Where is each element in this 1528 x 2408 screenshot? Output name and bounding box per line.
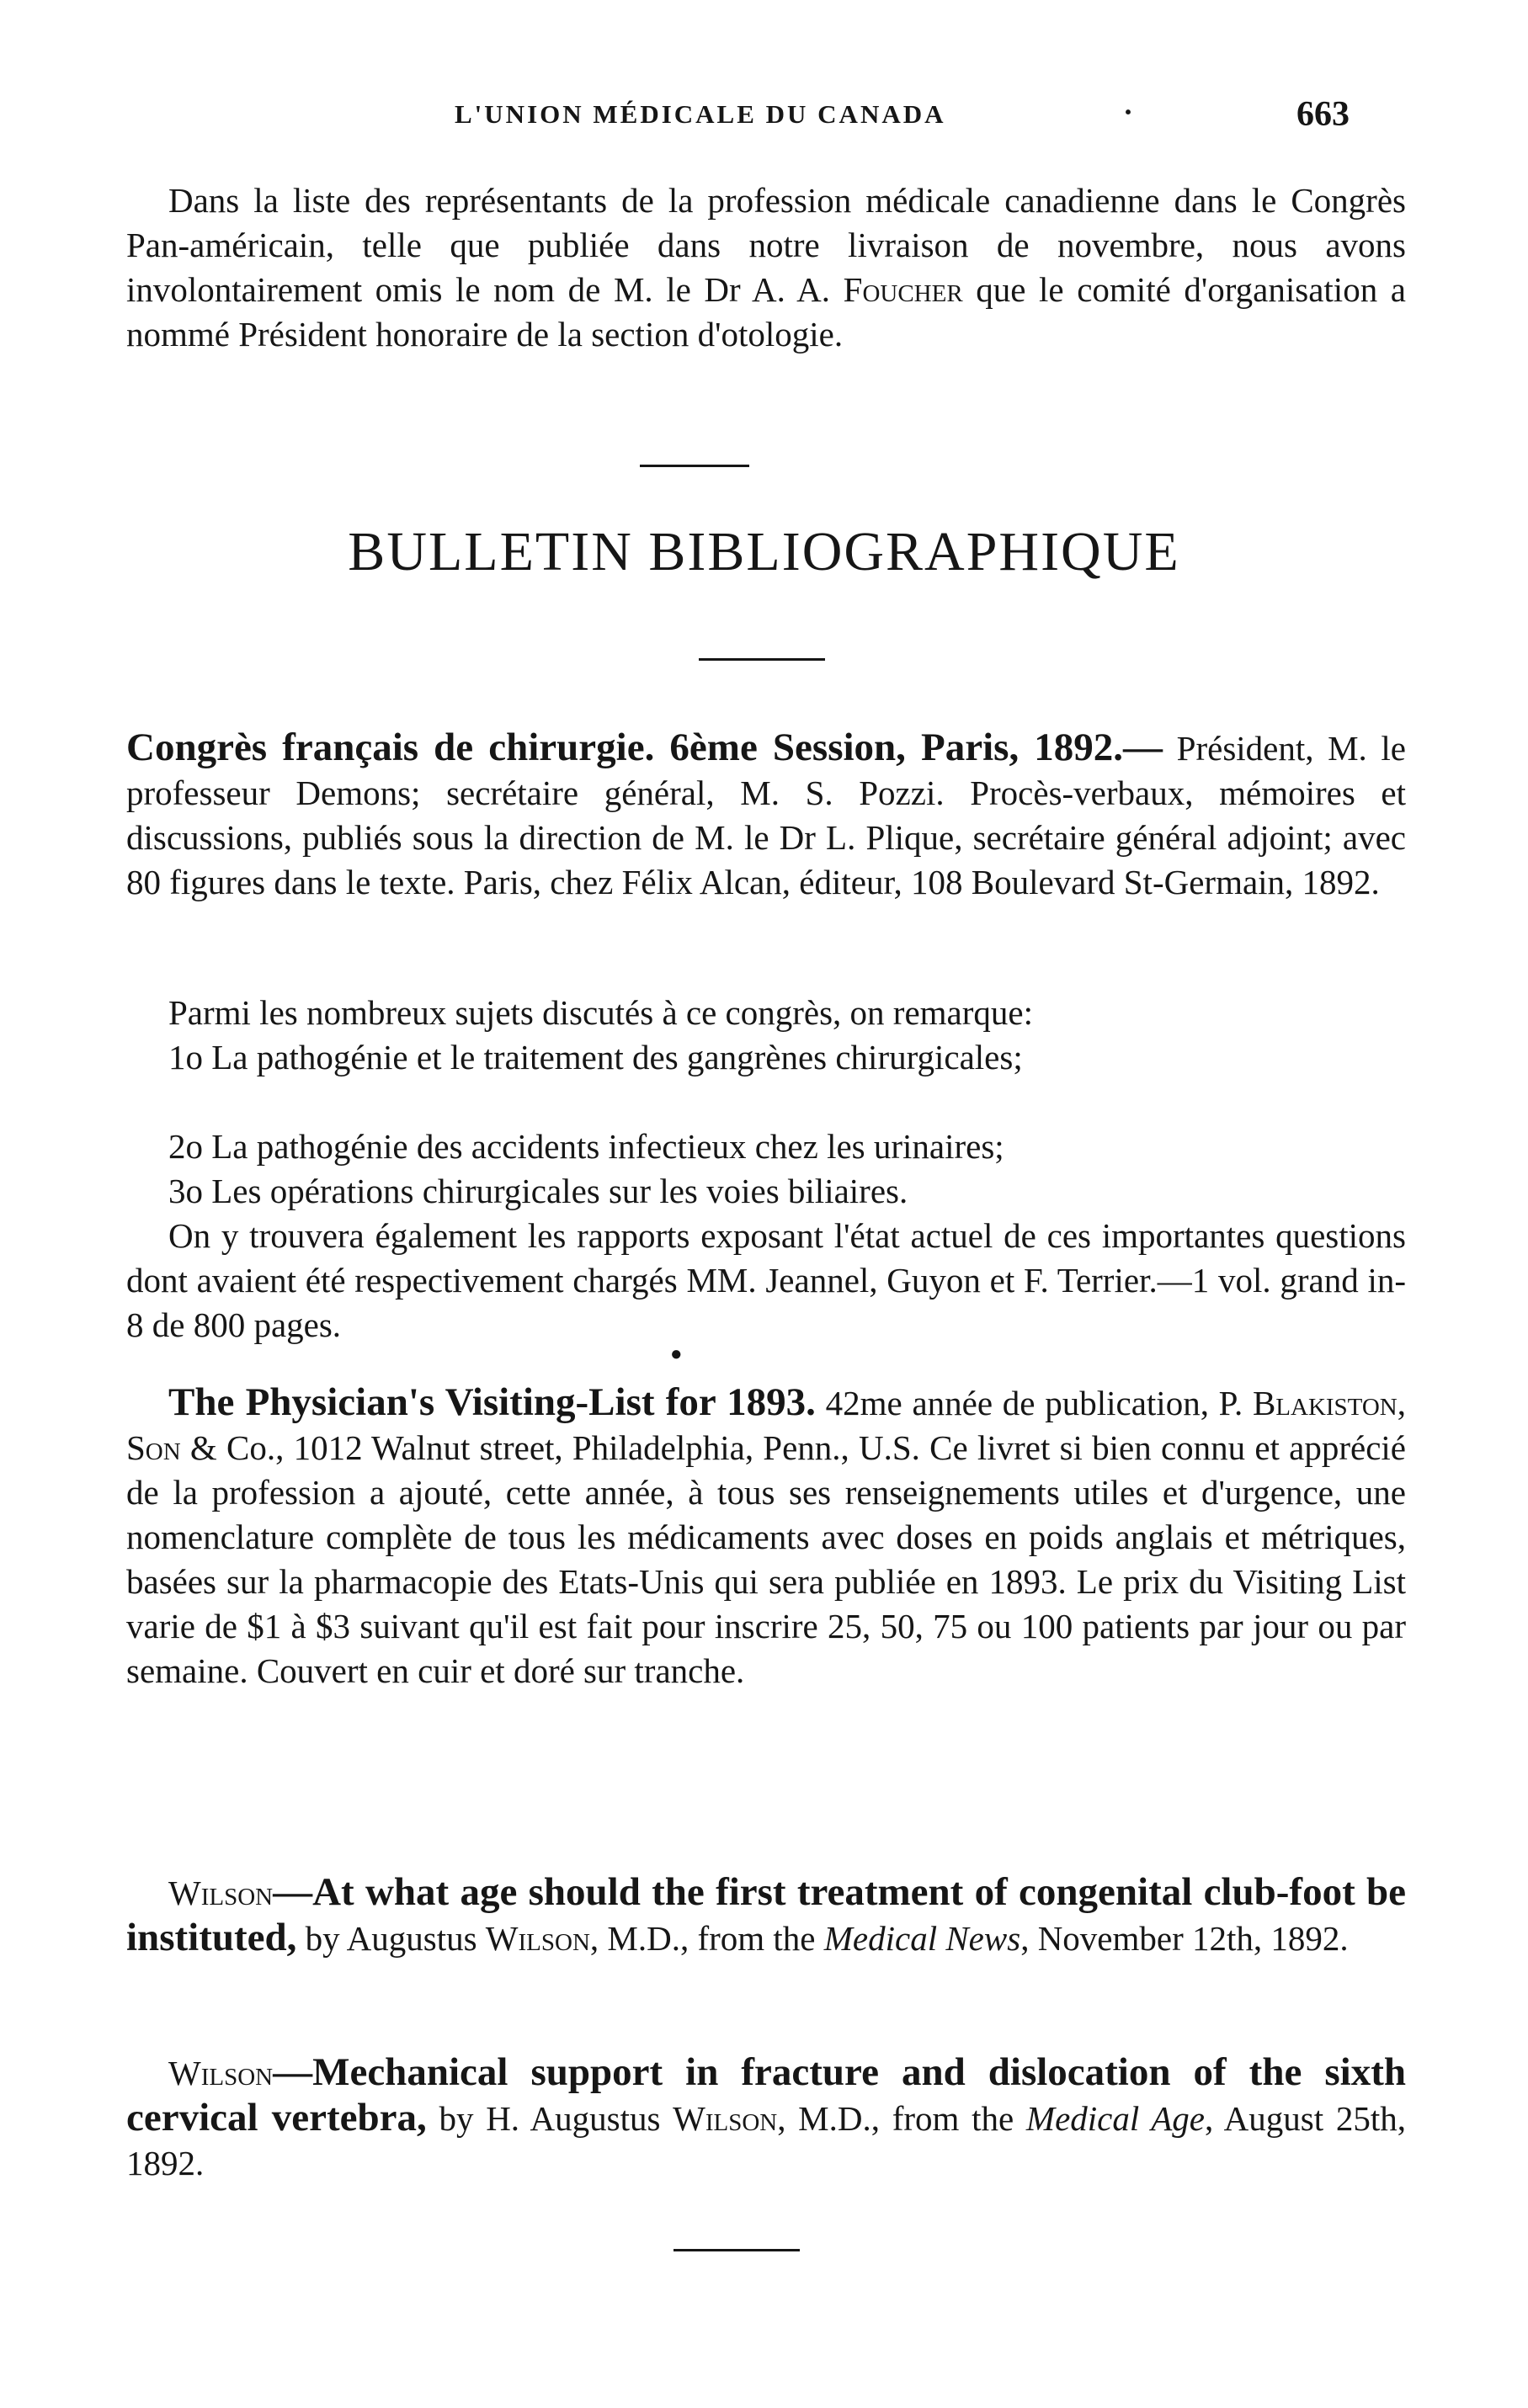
section-divider-bottom: [699, 658, 825, 661]
entry-congres-item-1: 1o La pathogénie et le traitement des gangrènes chirurgicales;: [168, 1038, 1023, 1076]
entry-congres-item-2: 2o La pathogénie des accidents infectieux chez les urinaires;: [168, 1127, 1004, 1166]
page-header: [0, 94, 1528, 136]
erratum-paragraph: Dans la liste des représentants de la profession médicale canadienne dans le Congrès Pan-américain, telle que publiée dans notre livraison de novembre, nous avons involontairement omis le nom de M. le Dr A. A. Foucher que le comité d'organisation a nommé Président honoraire de la section d'otologie.: [126, 181, 1406, 353]
foucher-name: Foucher: [843, 270, 963, 309]
entry-congres-body: Président, M. le professeur Demons; secrétaire général, M. S. Pozzi. Procès-verbaux, mémoires et discussions, publiés sous la direction de M. le Dr L. Plique, secrétaire général adjoint; avec 80 figures dans le texte. Paris, chez Félix Alcan, éditeur, 108 Boulevard St-Germain, 1892.: [126, 729, 1406, 901]
bullet-separator: ●: [670, 1343, 683, 1365]
section-divider-top: [640, 465, 749, 467]
entry-wilson-cervical: Wilson—Mechanical support in fracture and dislocation of the sixth cervical vertebra, by H. Augustus Wilson, M.D., from the Medical Age, August 25th, 1892.: [126, 2050, 1406, 2182]
entry-congres-title: Congrès français de chirurgie. 6ème Session, Paris, 1892.—: [126, 726, 1163, 769]
author-name: Wilson: [168, 2054, 274, 2092]
author-name: Wilson: [168, 1874, 274, 1912]
page-number: 663: [1296, 95, 1350, 134]
entry-wilson-clubfoot: Wilson—At what age should the first treatment of congenital club-foot be instituted, by Augustus Wilson, M.D., from the Medical News, November 12th, 1892.: [126, 1870, 1406, 1959]
bulletin-title: BULLETIN BIBLIOGRAPHIQUE: [348, 521, 1180, 582]
running-title: L'UNION MÉDICALE DU CANADA: [455, 99, 946, 129]
journal-name: Medical Age: [1025, 2099, 1205, 2138]
entry-congres: [126, 726, 1406, 905]
entry-wilson-cervical-title: —Mechanical support in fracture and dislocation of the sixth cervical vertebra,: [126, 2050, 1406, 2140]
entry-congres-item-3: 3o Les opérations chirurgicales sur les voies biliaires.: [168, 1172, 908, 1210]
entry-wilson-clubfoot-title: —At what age should the first treatment of congenital club-foot be instituted,: [126, 1870, 1406, 1959]
entry-congres-intro: Parmi les nombreux sujets discutés à ce congrès, on remarque:: [168, 993, 1033, 1032]
journal-name: Medical News: [823, 1919, 1021, 1958]
entry-congres-closing: On y trouvera également les rapports exposant l'état actuel de ces importantes questions dont avaient été respectivement chargés MM. Jeannel, Guyon et F. Terrier.—1 vol. grand in-8 de 800 pages.: [126, 1216, 1406, 1344]
entry-visiting-list-title: The Physician's Visiting-List for 1893.: [168, 1380, 816, 1424]
entry-visiting-list: The Physician's Visiting-List for 1893. 42me année de publication, P. Blakiston, Son & Co., 1012 Walnut street, Philadelphia, Penn., U.S. Ce livret si bien connu et apprécié de la profession a ajouté, cette année, à tous ses renseignements utiles et d'urgence, une nomenclature complète de tous les médicaments avec doses en poids anglais et métriques, basées sur la pharmacopie des Etats-Unis qui sera publiée en 1893. Le prix du Visiting List varie de $1 à $3 suivant qu'il est fait pour inscrire 25, 50, 75 ou 100 patients par jour ou par semaine. Couvert en cuir et doré sur tranche.: [126, 1380, 1406, 1690]
publisher-name: Blakiston, Son: [126, 1384, 1406, 1467]
header-dot: ·: [1123, 95, 1134, 129]
end-divider: [673, 2249, 800, 2251]
